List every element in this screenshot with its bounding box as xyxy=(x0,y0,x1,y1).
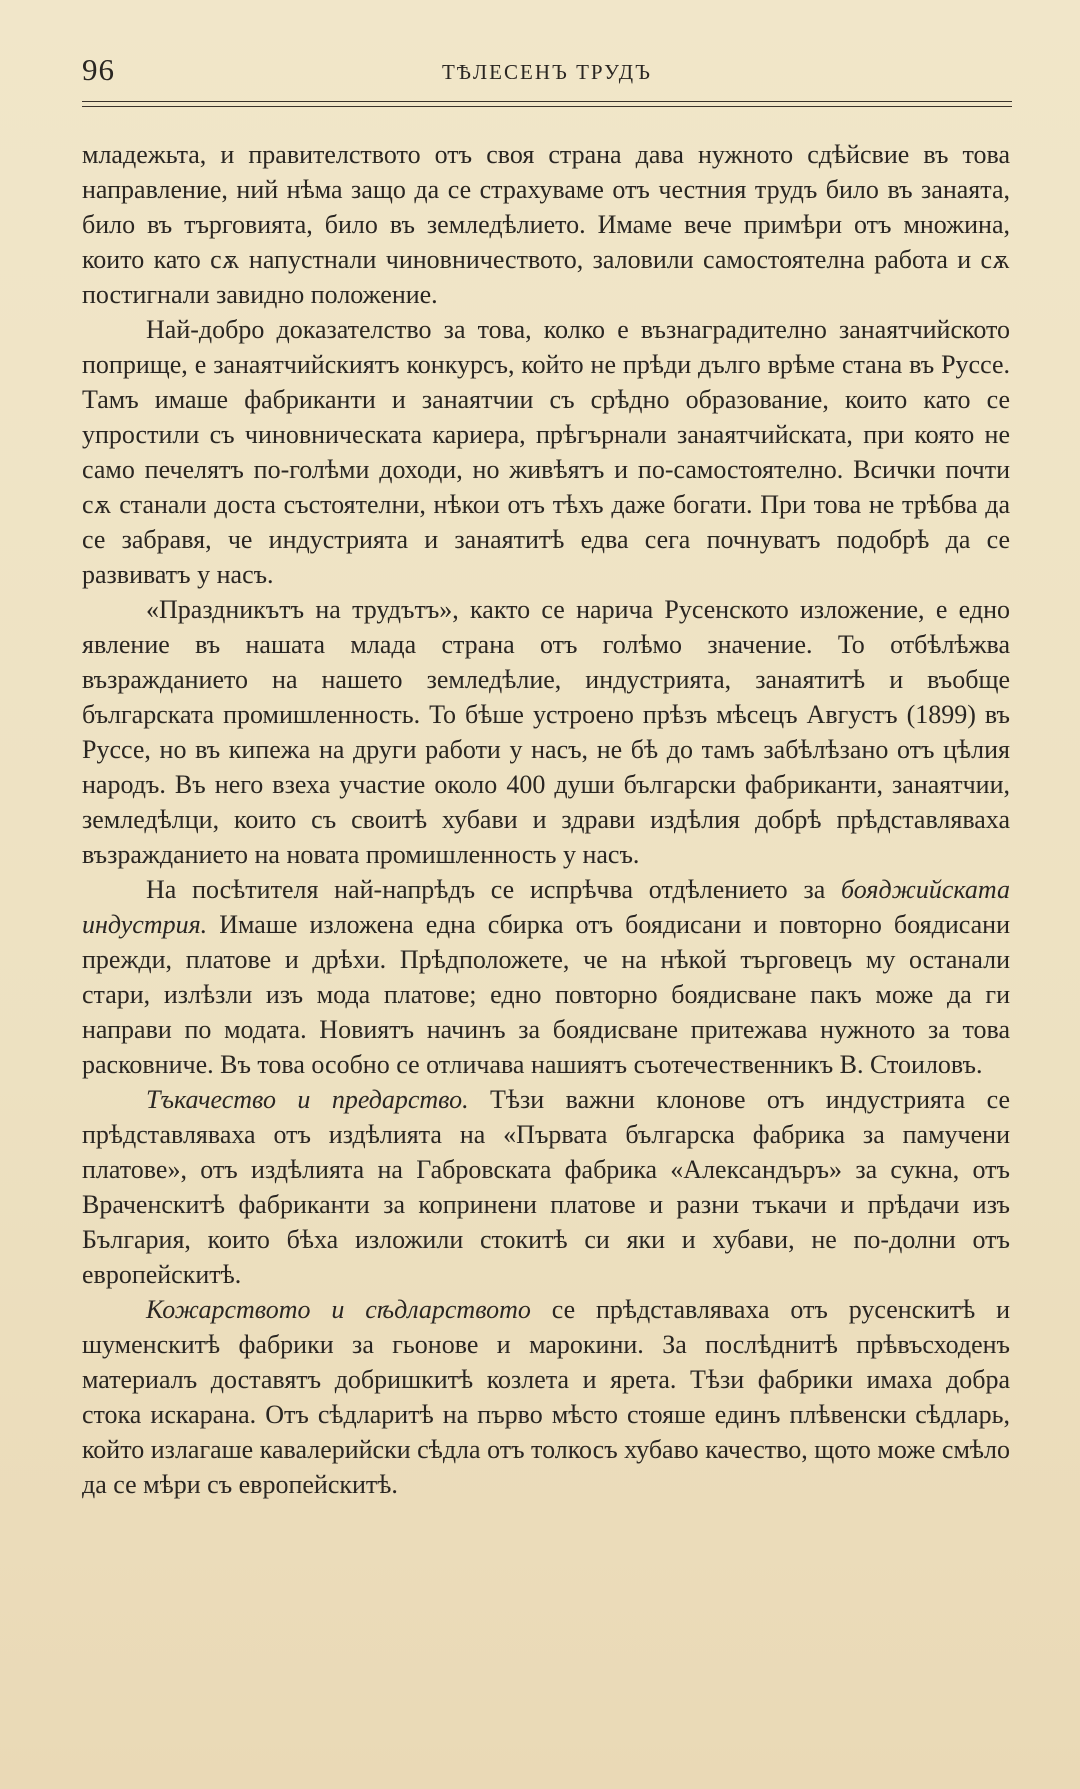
paragraph-3-text: «Праздникътъ на трудътъ», както се нарича Русенското изложение, е едно явление въ нашата млада страна отъ голѣмо значение. То отбѣлѣжва възражданието на нашето земледѣлие, индустрията, занаятитѣ и въобще българската промишленность. То бѣше устроено прѣзъ мѣсецъ Августъ (1899) въ Руссе, но въ кипежа на други работи у насъ, не бѣ до тамъ забѣлѣзано отъ цѣлия народъ. Въ него взеха участие около 400 души български фабриканти, занаятчии, земледѣлци, които съ своитѣ хубави и здрави издѣлия добрѣ прѣдставляваха възражданието на новата промишленность у насъ. xyxy=(82,595,1010,869)
header-rule-top xyxy=(82,101,1012,102)
paragraph-4-text-cont: Имаше изложена една сбирка отъ боядисани и повторно боядисани прежди, платове и дрѣхи. Прѣдположете, че на нѣкой търговецъ му останали стари, излѣзли изъ мода платове; едно повторно боядисване пакъ може да ги направи по модата. Новиятъ начинъ за боядисване притежава нужното за това расковниче. Въ това особно се отличава нашиятъ съотечественникъ В. Стоиловъ. xyxy=(82,910,1010,1079)
paragraph-4-text: На посѣтителя най-напрѣдъ се испрѣчва отдѣлението за xyxy=(146,875,842,904)
paragraph-1-text: младежьта, и правителството отъ своя страна дава нужното сдѣйсвие въ това направление, ний нѣма защо да се страхуваме отъ честния трудъ било въ занаята, било въ търговията, било въ земледѣлието. Имаме вече примѣри отъ множина, които като сѫ напустнали чиновничеството, заловили самостоятелна работа и сѫ постигнали завидно положение. xyxy=(82,140,1010,309)
paragraph-5 xyxy=(82,1082,1010,1292)
running-head: ТѢЛЕСЕНЪ ТРУДЪ xyxy=(442,60,652,84)
paragraph-4-italic-lead: бояджийската индустрия. xyxy=(82,875,1010,939)
paragraph-2 xyxy=(82,312,1010,592)
paragraph-1 xyxy=(82,137,1010,312)
paragraph-6 xyxy=(82,1292,1010,1502)
paragraph-5-text: Тѣзи важни клонове отъ индустрията се прѣдставляваха отъ издѣлията на «Първата българска фабрика за памучени платове», отъ издѣлията на Габровската фабрика «Александъръ» за сукна, отъ Враченскитѣ фабриканти за копринени платове и разни тъкачи и прѣдачи изъ България, които бѣха изложили стокитѣ си яки и хубави, не по-долни отъ европейскитѣ. xyxy=(82,1085,1010,1289)
paragraph-2-text: Най-добро доказателство за това, колко е възнаградително занаятчийското поприще, е занаятчийскиятъ конкурсъ, който не прѣди дълго врѣме стана въ Руссе. Тамъ имаше фабриканти и занаятчии съ срѣдно образование, които като се упростили съ чиновническата кариера, прѣгърнали занаятчийската, при която не само печелятъ по-голѣми доходи, но живѣятъ и по-самостоятелно. Всички почти сѫ станали доста състоятелни, нѣкои отъ тѣхъ даже богати. При това не трѣбва да се забравя, че индустрията и занаятитѣ едва сега почнуватъ подобрѣ да се развиватъ у насъ. xyxy=(82,315,1010,589)
body-text xyxy=(82,137,1010,1502)
paragraph-6-italic-lead: Кожарството и сѣдларството xyxy=(146,1295,531,1324)
page-header xyxy=(82,52,1012,100)
header-rule-bottom xyxy=(82,106,1012,107)
paragraph-3 xyxy=(82,592,1010,872)
page-number: 96 xyxy=(82,52,115,87)
paragraph-5-italic-lead: Тъкачество и предарство. xyxy=(146,1085,469,1114)
paragraph-6-text: се прѣдставляваха отъ русенскитѣ и шуменскитѣ фабрики за гьонове и марокини. За послѣднитѣ прѣвъсходенъ материалъ доставятъ добришкитѣ козлета и ярета. Тѣзи фабрики имаха добра стока искарана. Отъ сѣдларитѣ на първо мѣсто стояше единъ плѣвенски сѣдларь, който излагаше кавалерийски сѣдла отъ толкосъ хубаво качество, щото може смѣло да се мѣри съ европейскитѣ. xyxy=(82,1295,1010,1499)
paragraph-4 xyxy=(82,872,1010,1082)
